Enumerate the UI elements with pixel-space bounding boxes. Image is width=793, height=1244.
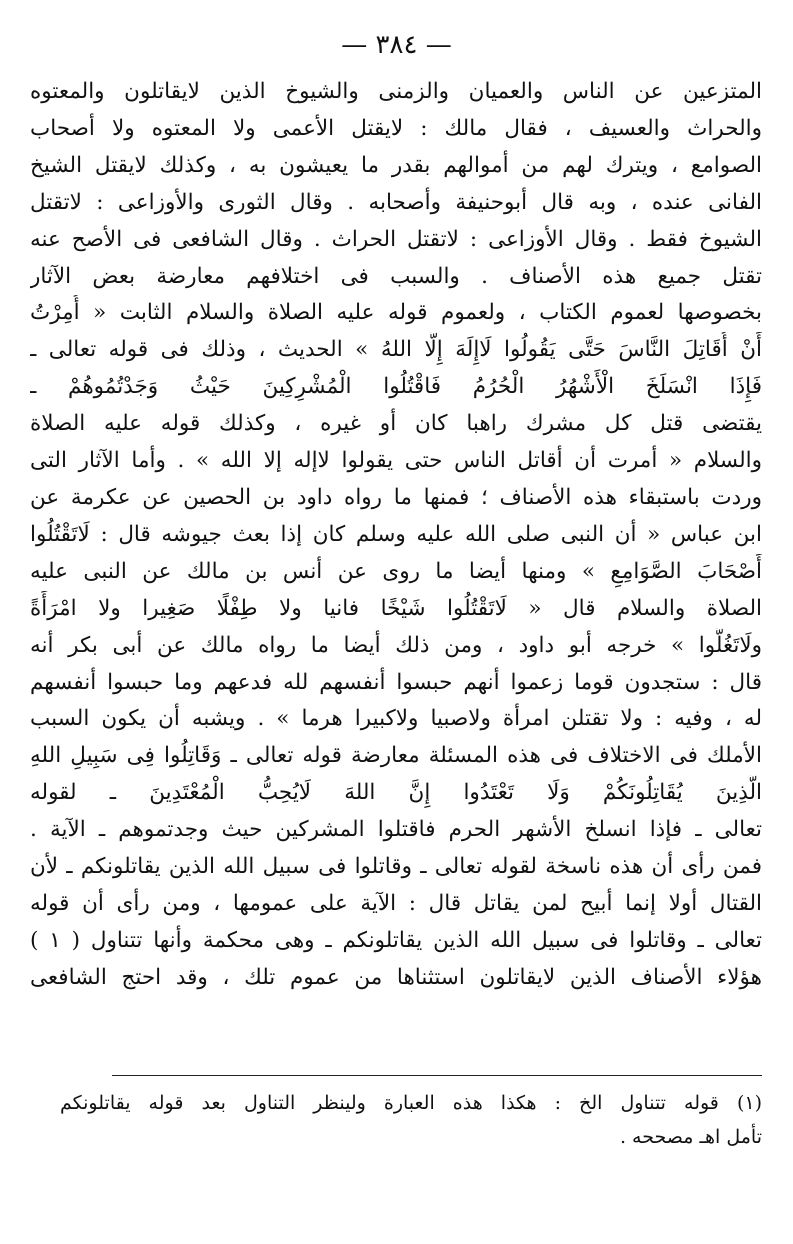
text-line: الَّذِينَ يُقَاتِلُونَكُمْ وَلَا تَعْتَدُوا إِنَّ اللهَ لَايُحِبُّ الْمُعْتَدِينَ ـ لقوله: [30, 780, 762, 806]
text-line: تعالى ـ وقاتلوا فى سبيل الله الذين يقاتلونكم ـ وهى محكمة وأنها تتناول ( ١ ): [30, 927, 762, 953]
text-line: ولَاتَغُلُّوا » خرجه أبو داود ، ومن ذلك أيضا ما رواه مالك عن أبى بكر أنه: [30, 632, 762, 658]
footnote: [60, 1086, 762, 1154]
text-line: له ، وفيه : ولا تقتلن امرأة ولاصبيا ولاكبيرا هرما » . ويشبه أن يكون السبب: [30, 706, 762, 732]
page-number: — ٣٨٤ —: [341, 30, 452, 60]
text-line: الشيوخ فقط . وقال الأوزاعى : لاتقتل الحراث . وقال الشافعى فى الأصح عنه: [30, 226, 762, 252]
footnote-line: (١) قوله تتناول الخ : هكذا هذه العبارة ولينظر التناول بعد قوله يقاتلونكم: [60, 1092, 762, 1114]
text-line: ابن عباس « أن النبى صلى الله عليه وسلم كان إذا بعث جيوشه قال : لَاتَقْتُلُوا: [30, 521, 762, 547]
text-line: القتال أولا إنما أبيح لمن يقاتل قال : الآية على عمومها ، ومن رأى أن قوله: [30, 890, 762, 916]
text-line: والحراث والعسيف ، فقال مالك : لايقتل الأعمى ولا المعتوه ولا أصحاب: [30, 115, 762, 141]
text-line: أَصْحَابَ الصَّوَامِعِ » ومنها أيضا ما روى عن أنس بن مالك عن النبى عليه: [30, 558, 762, 584]
text-line: الفانى عنده ، وبه قال أبوحنيفة وأصحابه . وقال الثورى والأوزاعى : لاتقتل: [30, 189, 762, 215]
text-line: فَإِذَا انْسَلَخَ الْأَشْهُرُ الْحُرُمُ فَاقْتُلُوا الْمُشْرِكِينَ حَيْثُ وَجَدْتُمُوهُمْ ـ: [30, 374, 762, 400]
footnote-line: تأمل اهـ مصححه .: [619, 1126, 762, 1148]
text-line: قال : ستجدون قوما زعموا أنهم حبسوا أنفسهم لله فدعهم وما حبسوا أنفسهم: [30, 669, 762, 695]
text-line: بخصوصها لعموم الكتاب ، ولعموم قوله عليه الصلاة والسلام الثابت « أُمِرْتُ: [30, 300, 762, 326]
text-line: يقتضى قتل كل مشرك راهبا كان أو غيره ، وكذلك قوله عليه الصلاة: [30, 411, 762, 437]
text-line: هؤلاء الأصناف الذين لايقاتلون استثناها من عموم تلك ، وقد احتج الشافعى: [30, 964, 762, 990]
footnote-divider: [112, 1075, 762, 1076]
text-line: الأملك فى الاختلاف فى هذه المسئلة معارضة قوله تعالى ـ وَقَاتِلُوا فِى سَبِيلِ اللهِ: [30, 743, 762, 769]
text-line: تعالى ـ فإذا انسلخ الأشهر الحرم فاقتلوا المشركين حيث وجدتموهم ـ الآية .: [30, 817, 762, 843]
text-line: الصلاة والسلام قال « لَاتَقْتُلُوا شَيْخًا فانيا ولا طِفْلًا صَغِيرا ولا امْرَأَةً: [30, 595, 762, 621]
text-line: أَنْ أُقَاتِلَ النَّاسَ حَتَّى يَقُولُوا لَاإِلَهَ إِلَّا اللهُ » الحديث ، وذلك فى قوله تعالى ـ: [30, 337, 762, 363]
text-line: الصوامع ، ويترك لهم من أموالهم بقدر ما يعيشون به ، وكذلك لايقتل الشيخ: [30, 152, 762, 178]
text-line: المتزعين عن الناس والعميان والزمنى والشيوخ الذين لايقاتلون والمعتوه: [30, 79, 762, 104]
text-line: والسلام « أمرت أن أقاتل الناس حتى يقولوا لاإله إلا الله » . وأما الآثار التى: [30, 448, 762, 474]
text-line: تقتل جميع هذه الأصناف . والسبب فى اختلافهم معارضة بعض الآثار: [30, 263, 762, 289]
text-line: فمن رأى أن هذه ناسخة لقوله تعالى ـ وقاتلوا فى سبيل الله الذين يقاتلونكم ـ لأن: [30, 854, 762, 880]
text-line: وردت باستبقاء هذه الأصناف ؛ فمنها ما رواه داود بن الحصين عن عكرمة عن: [30, 484, 762, 510]
main-text: [30, 74, 762, 997]
